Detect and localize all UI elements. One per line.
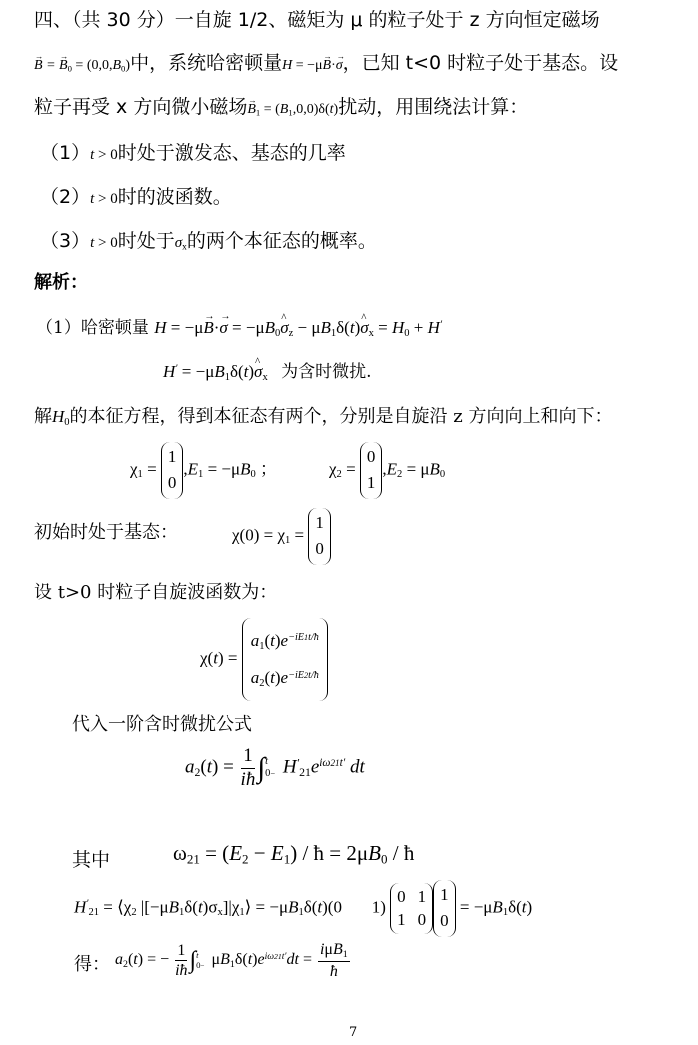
question-3: （3）t > 0时处于$\sigma_x$的两个本征态的概率。 xyxy=(40,230,377,253)
first-order-formula: $a_2(t)$ = $\frac{1}{iħ}$ ∫ t 0− $H'_{21}e^{i\omega 21t'}$ dt xyxy=(185,745,365,790)
problem-line-3: 粒子再受 x 方向微小磁场→ $B_1 = (B_1,0,0)\delta(t)$扰动，用围绕法计算： xyxy=(34,92,528,119)
matrix-element-formula: $H'_{21}$ = $⟨\chi_2$ $|[-\mu B_1\delta(t)\sigma_x]|\chi_1⟩ = -\mu B_1\delta(t)(0$ 1) 0 1 1 0 1 0 = $-\mu B_1\delta(t)$ xyxy=(74,880,532,937)
solution-heading: 解析： xyxy=(34,272,88,293)
result-label: 得： xyxy=(74,954,110,975)
wavefunction-formula: χ(t) = $a_1(t)e^{-iE1t/ħ}$ $a_2(t)e^{-iE2t/ħ}$ xyxy=(200,618,328,701)
omega-label: 其中 xyxy=(72,849,111,871)
problem-line-1: 四、（共 30 分）一自旋 1/2、磁矩为 μ 的粒子处于 z 方向恒定磁场 xyxy=(34,9,600,31)
eigen-statement: 解$H_0$的本征方程，得到本征态有两个，分别是自旋沿 z 方向向上和向下： xyxy=(34,406,613,428)
omega-formula: $\omega_{21} = (E_2 - E_1)$ / ħ = $2\mu B_0$ / ħ xyxy=(173,841,415,867)
perturbation-formula: $H' = -\mu B_1\delta(t)\^{}$ $\sigma_x$ xyxy=(163,362,268,381)
solution-part-1-hamiltonian: （1）哈密顿量 $H = -\mu\to B\cdot\to \sigma = -\mu B_0\^{}$ $\sigma_z$ − $\mu B_1\delta(t)\^{}$ $\sigma_x = H_0 + H'$ xyxy=(36,313,442,339)
hamiltonian-formula: H = −μ→ B·→ σ xyxy=(282,58,343,73)
result-formula: $a_2(t)$ = − $\frac{1}{iħ}$ ∫ t 0− $\mu B_1\delta(t)e^{i\omega 21t'}dt$ = $\frac{i\mu B_1}{ħ}$ xyxy=(115,941,348,980)
perturbing-field-formula: → $B_1 = (B_1,0,0)\delta(t)$ xyxy=(247,102,338,117)
eigenstate-chi-1: $\chi_1$ = 1 0 $,E_1 = -\mu B_0$ ； xyxy=(130,442,277,499)
initial-state-label: 初始时处于基态： xyxy=(34,522,178,543)
first-order-label: 代入一阶含时微扰公式 xyxy=(72,714,252,735)
eigenstate-chi-2: $\chi_2$ = 0 1 $,E_2 = \mu B_0$ xyxy=(329,442,445,499)
initial-state-formula: $\chi(0) = \chi_1$ = 1 0 xyxy=(232,508,331,565)
question-2: （2）t > 0时的波函数。 xyxy=(40,186,232,208)
wavefunction-label: 设 t>0 时粒子自旋波函数为： xyxy=(34,582,278,603)
magnetic-field-formula: → B = → $B_0 = (0,0,B_0)$ xyxy=(34,58,130,73)
question-1: （1）t > 0时处于激发态、基态的几率 xyxy=(40,142,346,164)
problem-line-2: → B = → $B_0 = (0,0,B_0)$中，系统哈密顿量H = −μ→ B·→ σ，已知 t<0 时粒子处于基态。设 xyxy=(34,48,618,75)
perturbation-line: $H' = -\mu B_1\delta(t)\^{}$ $\sigma_x$ 为含时微扰. xyxy=(163,357,372,383)
page-number: 7 xyxy=(349,1025,358,1040)
hamiltonian-expansion: $H = -\mu\to B\cdot\to \sigma = -\mu B_0\^{}$ $\sigma_z$ − $\mu B_1\delta(t)\^{}$ $\sigma_x = H_0 + H'$ xyxy=(154,318,442,337)
